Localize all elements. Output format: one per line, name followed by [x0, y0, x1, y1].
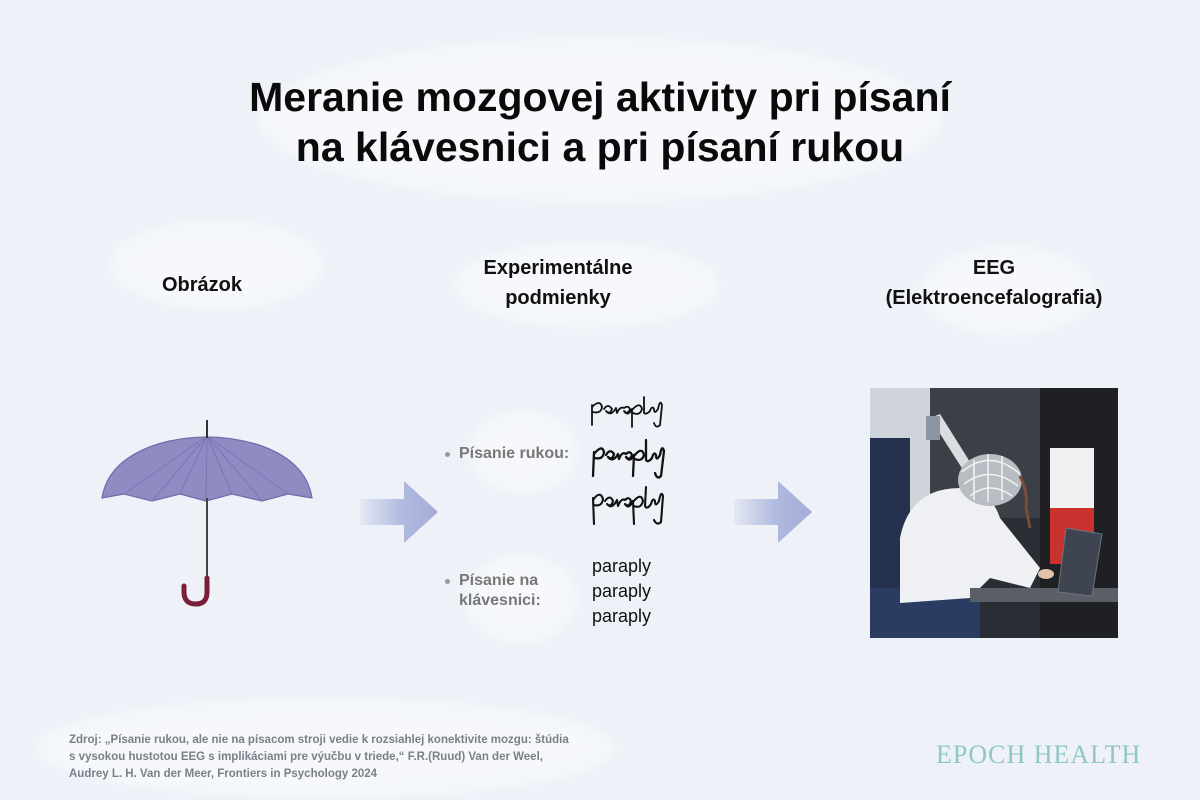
typed-word: paraply [592, 556, 652, 576]
column-header-conditions-line-2: podmienky [505, 287, 611, 309]
arrow-right-icon [734, 481, 814, 543]
source-line-1: Zdroj: „Písanie rukou, ale nie na písacom stroji vedie k rozsiahlej konektivite mozgu: štúdia [69, 734, 569, 746]
arrow-right-icon [360, 481, 440, 543]
title-line-2: na klávesnici a pri písaní rukou [295, 124, 905, 170]
source-line-3: Audrey L. H. Van der Meer, Frontiers in Psychology 2024 [69, 768, 378, 780]
source-citation [69, 732, 609, 783]
column-header-conditions [470, 253, 646, 313]
keyboard-label-line-1: Písanie na [459, 572, 539, 589]
column-header-eeg-line-1: EEG [972, 257, 1016, 279]
keyboard-label-line-2: klávesnici: [459, 592, 541, 609]
bullet-icon [445, 452, 450, 457]
page-title [0, 72, 1200, 172]
bullet-icon [445, 579, 450, 584]
handwriting-label [459, 444, 569, 464]
column-header-conditions-line-1: Experimentálne [483, 257, 633, 279]
handwriting-label-text: Písanie rukou: [459, 445, 570, 462]
handwritten-word-3 [588, 484, 668, 528]
eeg-photo-illustration [870, 388, 1118, 638]
column-header-eeg [874, 253, 1114, 313]
brand-logo: EPOCH HEALTH [936, 740, 1142, 769]
keyboard-label [459, 571, 541, 611]
handwritten-word-2 [588, 436, 668, 480]
column-header-image: Obrázok [162, 274, 243, 296]
source-line-2: s vysokou hustotou EEG s implikáciami pre výučbu v triede,“ F.R.(Ruud) Van der Weel, [69, 751, 543, 763]
title-line-1: Meranie mozgovej aktivity pri písaní [249, 74, 951, 120]
typed-word: paraply [592, 581, 652, 601]
umbrella-icon [98, 414, 316, 610]
typed-word: paraply [592, 606, 652, 626]
eeg-photo [870, 388, 1118, 638]
typed-word-list [592, 554, 651, 629]
handwritten-word-1 [588, 391, 668, 431]
column-header-eeg-line-2: (Elektroencefalografia) [885, 287, 1103, 309]
